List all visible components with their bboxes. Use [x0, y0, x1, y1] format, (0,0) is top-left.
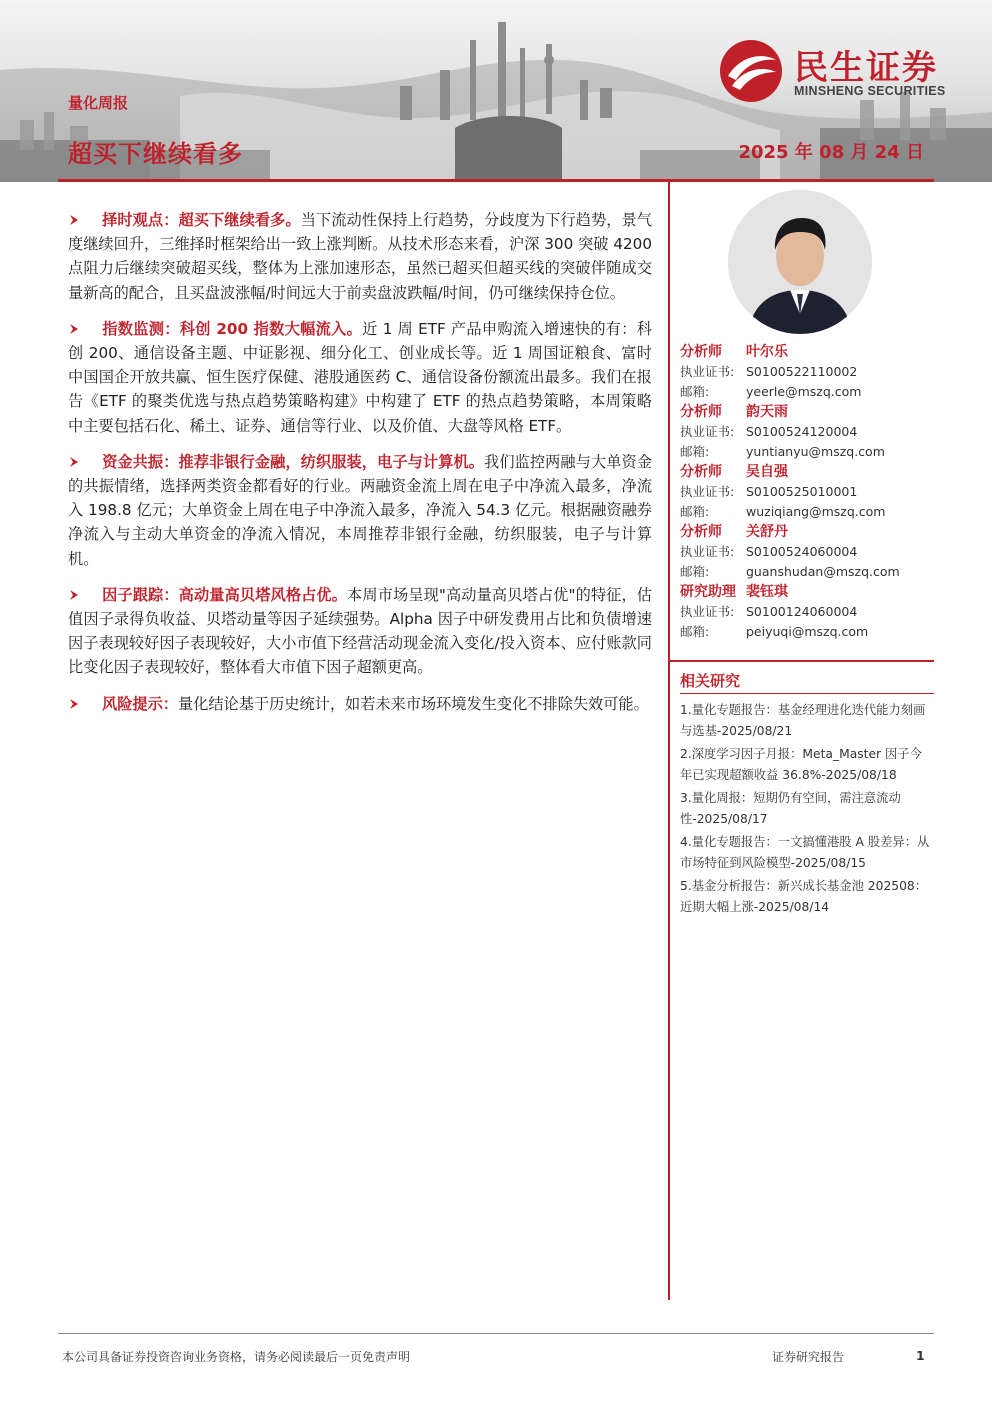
cert-label: 执业证书: [680, 484, 735, 499]
related-item[interactable]: 5.基金分析报告：新兴成长基金池 202508：近期大幅上涨-2025/08/14 [680, 879, 928, 914]
bullet-timing [68, 208, 652, 305]
analyst-name: 关舒丹 [746, 524, 788, 540]
report-title: 超买下继续看多 [68, 140, 243, 168]
bullet-fund-resonance [68, 450, 652, 571]
cert-label: 执业证书: [680, 364, 735, 379]
bullet-arrow-icon [68, 208, 102, 232]
analyst-photo [728, 190, 872, 334]
bullet-heading: 指数监测：科创 200 指数大幅流入。 [102, 319, 363, 338]
logo-english-name: MINSHENG SECURITIES [794, 84, 946, 98]
analyst-name: 韵天雨 [746, 404, 788, 420]
bullet-heading: 择时观点：超买下继续看多。 [102, 211, 301, 229]
bullet-body: 近 1 周 ETF 产品申购流入增速快的有：科创 200、通信设备主题、中证影视、细分化工、创业成长等。近 1 周国证粮食、富时中国国企开放共赢、恒生医疗保健、港股通医药 C、通信设备份额流出最多。我们在报告《ETF 的聚类优选与热点趋势策略构建》中构建了 ETF 的热点趋势策略，本周策略中主要包括石化、稀土、证券、通信等行业、以及价值、大盘等风格 ETF。 [68, 319, 652, 435]
analyst-role: 分析师 [680, 464, 722, 480]
related-research-title: 相关研究 [680, 668, 934, 694]
company-logo [718, 38, 968, 104]
email-label: 邮箱: [680, 444, 710, 459]
cert-label: 执业证书: [680, 544, 735, 559]
email-label: 邮箱: [680, 624, 710, 639]
minsheng-logo-icon [718, 38, 784, 104]
bullet-arrow-icon [68, 450, 102, 474]
bullet-arrow-icon [68, 583, 102, 607]
bullet-heading: 风险提示： [102, 694, 178, 713]
header-divider [58, 179, 934, 182]
analyst-email[interactable]: yeerle@mszq.com [746, 384, 862, 399]
analyst-role: 分析师 [680, 404, 722, 420]
cert-number: S0100524120004 [746, 424, 858, 439]
column-divider [668, 182, 670, 1300]
email-label: 邮箱: [680, 504, 710, 519]
cert-label: 执业证书: [680, 424, 735, 439]
cert-label: 执业证书: [680, 604, 735, 619]
cert-number: S0100524060004 [746, 544, 858, 559]
analyst-entry [680, 402, 934, 462]
analyst-email[interactable]: guanshudan@mszq.com [746, 564, 900, 579]
sidebar-divider [670, 660, 934, 662]
footer-divider [58, 1333, 934, 1334]
analyst-entry [680, 582, 934, 642]
cert-number: S0100522110002 [746, 364, 858, 379]
report-date: 2025 年 08 月 24 日 [738, 142, 924, 163]
analyst-role: 分析师 [680, 524, 722, 540]
bullet-body: 量化结论基于历史统计，如若未来市场环境发生变化不排除失效可能。 [177, 694, 649, 713]
related-item[interactable]: 3.量化周报：短期仍有空间，需注意流动性-2025/08/17 [680, 791, 901, 826]
cert-number: S0100124060004 [746, 604, 858, 619]
analyst-email[interactable]: yuntianyu@mszq.com [746, 444, 885, 459]
bullet-arrow-icon [68, 317, 102, 341]
analyst-entry [680, 342, 934, 402]
bullet-body: 本周市场呈现"高动量高贝塔占优"的特征，估值因子录得负收益、贝塔动量等因子延续强势。Alpha 因子中研发费用占比和负债增速因子表现较好因子表现较好，大小市值下经营活动现金流入变化/投入资本、应付账款同比变化因子表现较好，整体看大市值下因子超额更高。 [68, 585, 652, 677]
related-item[interactable]: 1.量化专题报告：基金经理进化迭代能力刻画与选基-2025/08/21 [680, 703, 926, 738]
bullet-factor-tracking [68, 583, 652, 680]
analyst-entry [680, 522, 934, 582]
analyst-entry [680, 462, 934, 522]
related-item[interactable]: 4.量化专题报告：一文搞懂港股 A 股差异：从市场特征到风险模型-2025/08/15 [680, 835, 930, 870]
report-type: 量化周报 [68, 94, 129, 112]
analyst-role: 分析师 [680, 344, 722, 360]
analyst-email[interactable]: peiyuqi@mszq.com [746, 624, 869, 639]
footer-doc-type: 证券研究报告 [772, 1350, 845, 1364]
bullet-heading: 因子跟踪：高动量高贝塔风格占优。 [102, 585, 348, 604]
analyst-name: 叶尔乐 [746, 344, 788, 360]
analyst-name: 吴自强 [746, 464, 788, 480]
analyst-name: 裴钰琪 [746, 584, 788, 600]
logo-chinese-name: 民生证券 [794, 48, 938, 88]
email-label: 邮箱: [680, 384, 710, 399]
cert-number: S0100525010001 [746, 484, 858, 499]
bullet-body: 我们监控两融与大单资金的共振情绪，选择两类资金都看好的行业。两融资金流上周在电子中净流入最多，净流入 198.8 亿元；大单资金上周在电子中净流入最多，净流入 54.3 亿元。根据融资融券净流入与主动大单资金的净流入情况，本周推荐非银行金融，纺织服装，电子与计算机。 [68, 452, 653, 568]
page-number: 1 [916, 1348, 925, 1363]
bullet-heading: 资金共振：推荐非银行金融，纺织服装，电子与计算机。 [102, 452, 485, 471]
analyst-email[interactable]: wuziqiang@mszq.com [746, 504, 886, 519]
bullet-body: 当下流动性保持上行趋势，分歧度为下行趋势，景气度继续回升，三维择时框架给出一致上涨判断。从技术形态来看，沪深 300 突破 4200 点阻力后继续突破超买线，整体为上涨加速形态，虽然已超买但超买线的突破伴随成交量新高的配合，且买盘波涨幅/时间远大于前卖盘波跌幅/时间，仍可继续保持仓位。 [68, 211, 653, 302]
bullet-index-monitor [68, 317, 652, 438]
analyst-list [680, 342, 934, 642]
email-label: 邮箱: [680, 564, 710, 579]
bullet-arrow-icon [68, 692, 102, 716]
analyst-portrait-icon [728, 190, 872, 334]
related-item[interactable]: 2.深度学习因子月报：Meta_Master 因子今年已实现超额收益 36.8%-2025/08/18 [680, 747, 922, 782]
analyst-role: 研究助理 [680, 584, 736, 600]
header-banner [0, 0, 992, 182]
footer-disclaimer: 本公司具备证券投资咨询业务资格，请务必阅读最后一页免责声明 [62, 1350, 411, 1364]
related-research [680, 668, 934, 920]
summary-section [68, 208, 652, 728]
bullet-risk-warning [68, 692, 652, 716]
